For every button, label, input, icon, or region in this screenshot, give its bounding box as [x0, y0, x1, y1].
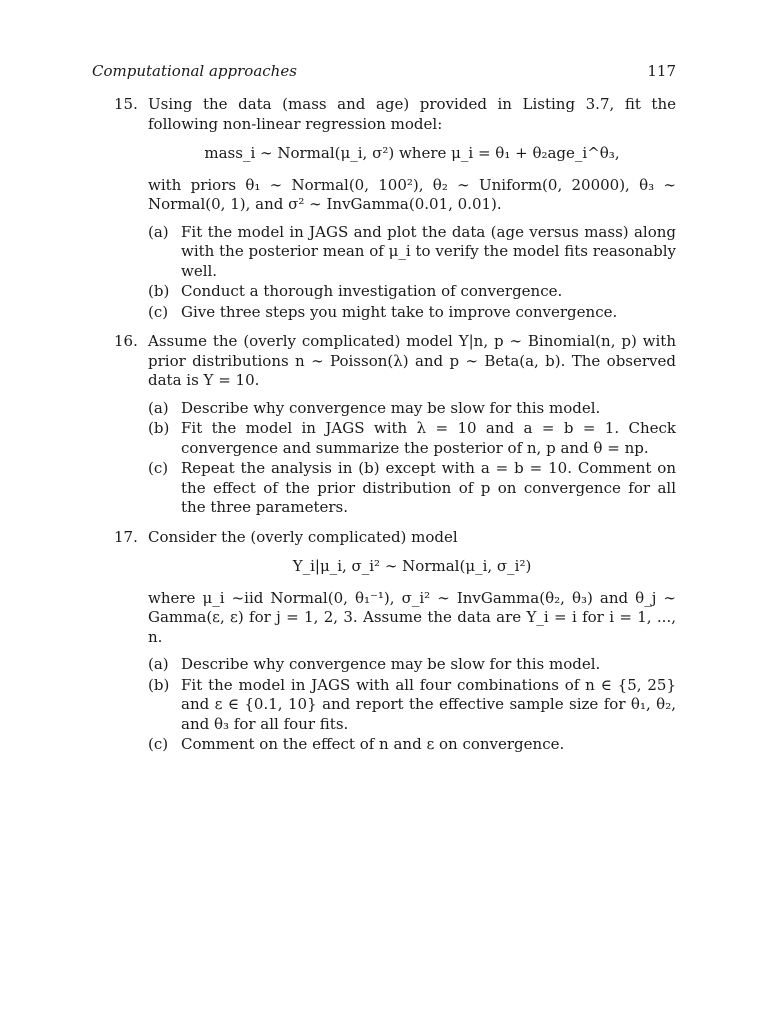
exercise-intro: Using the data (mass and age) provided in Listing 3.7, fit the following non-linear regression model: — [148, 95, 676, 133]
exercise-part — [148, 223, 676, 282]
exercise-part — [148, 459, 676, 518]
part-text: Conduct a thorough investigation of convergence. — [181, 282, 563, 300]
exercise-part — [148, 303, 676, 323]
running-title: Computational approaches — [92, 62, 297, 80]
exercise-part — [148, 399, 676, 419]
running-header — [92, 62, 676, 84]
part-label: (c) — [148, 735, 169, 753]
display-equation: mass_i ∼ Normal(μ_i, σ²) where μ_i = θ₁ + θ₂age_i^θ₃, — [204, 144, 620, 162]
exercise-number: 16. — [114, 332, 138, 350]
exercise-number: 15. — [114, 95, 138, 113]
exercise-intro: Consider the (overly complicated) model — [148, 527, 458, 546]
part-label: (a) — [148, 398, 169, 417]
exercise-parts — [148, 223, 676, 323]
exercise-number: 17. — [114, 527, 138, 546]
part-text: Fit the model in JAGS with all four combinations of n ∈ {5, 25} and ε ∈ {0.1, 10} and report the effective sample size for θ₁, θ₂, and θ₃ for all four fits. — [181, 675, 676, 733]
exercise-priors: with priors θ₁ ∼ Normal(0, 100²), θ₂ ∼ Uniform(0, 20000), θ₃ ∼ Normal(0, 1), and σ² ∼ InvGamma(0.01, 0.01). — [148, 175, 676, 213]
exercise-intro: Assume the (overly complicated) model Y|n, p ∼ Binomial(n, p) with prior distributions n ∼ Poisson(λ) and p ∼ Beta(a, b). The observed data is Y = 10. — [148, 332, 676, 389]
exercise-part — [148, 735, 676, 755]
part-label: (c) — [148, 459, 169, 477]
exercise-list — [92, 95, 676, 765]
page-number: 117 — [647, 62, 676, 80]
part-text: Fit the model in JAGS with λ = 10 and a = b = 1. Check convergence and summarize the posterior of n, p and θ = np. — [181, 419, 676, 457]
part-label: (c) — [148, 302, 169, 321]
part-text: Comment on the effect of n and ε on convergence. — [181, 735, 565, 753]
part-label: (b) — [148, 282, 170, 300]
part-text: Fit the model in JAGS and plot the data (age versus mass) along with the posterior mean of μ_i to verify the model fits reasonably well. — [181, 222, 676, 280]
exercise-conditions: where μ_i ~iid Normal(0, θ₁⁻¹), σ_i² ∼ InvGamma(θ₂, θ₃) and θ_j ∼ Gamma(ε, ε) for j = 1, 2, 3. Assume the data are Y_i = i for i = 1, ..., n. — [148, 588, 676, 646]
exercise-parts — [148, 655, 676, 755]
exercise-part — [148, 655, 676, 675]
part-text: Repeat the analysis in (b) except with a = b = 10. Comment on the effect of the prior distribution of p on convergence for all the three parameters. — [181, 459, 676, 516]
part-label: (a) — [148, 655, 169, 673]
part-label: (b) — [148, 419, 170, 437]
part-text: Describe why convergence may be slow for this model. — [181, 655, 601, 673]
part-label: (b) — [148, 675, 170, 694]
part-text: Give three steps you might take to improve convergence. — [181, 302, 618, 321]
part-text: Describe why convergence may be slow for this model. — [181, 398, 601, 417]
display-equation: Y_i|μ_i, σ_i² ∼ Normal(μ_i, σ_i²) — [292, 557, 532, 575]
exercise-part — [148, 419, 676, 458]
exercise-part — [148, 676, 676, 735]
part-label: (a) — [148, 222, 169, 241]
exercise-parts — [148, 399, 676, 518]
exercise-15 — [92, 95, 676, 322]
exercise-16 — [92, 332, 676, 518]
exercise-part — [148, 282, 676, 302]
exercise-17 — [92, 528, 676, 755]
